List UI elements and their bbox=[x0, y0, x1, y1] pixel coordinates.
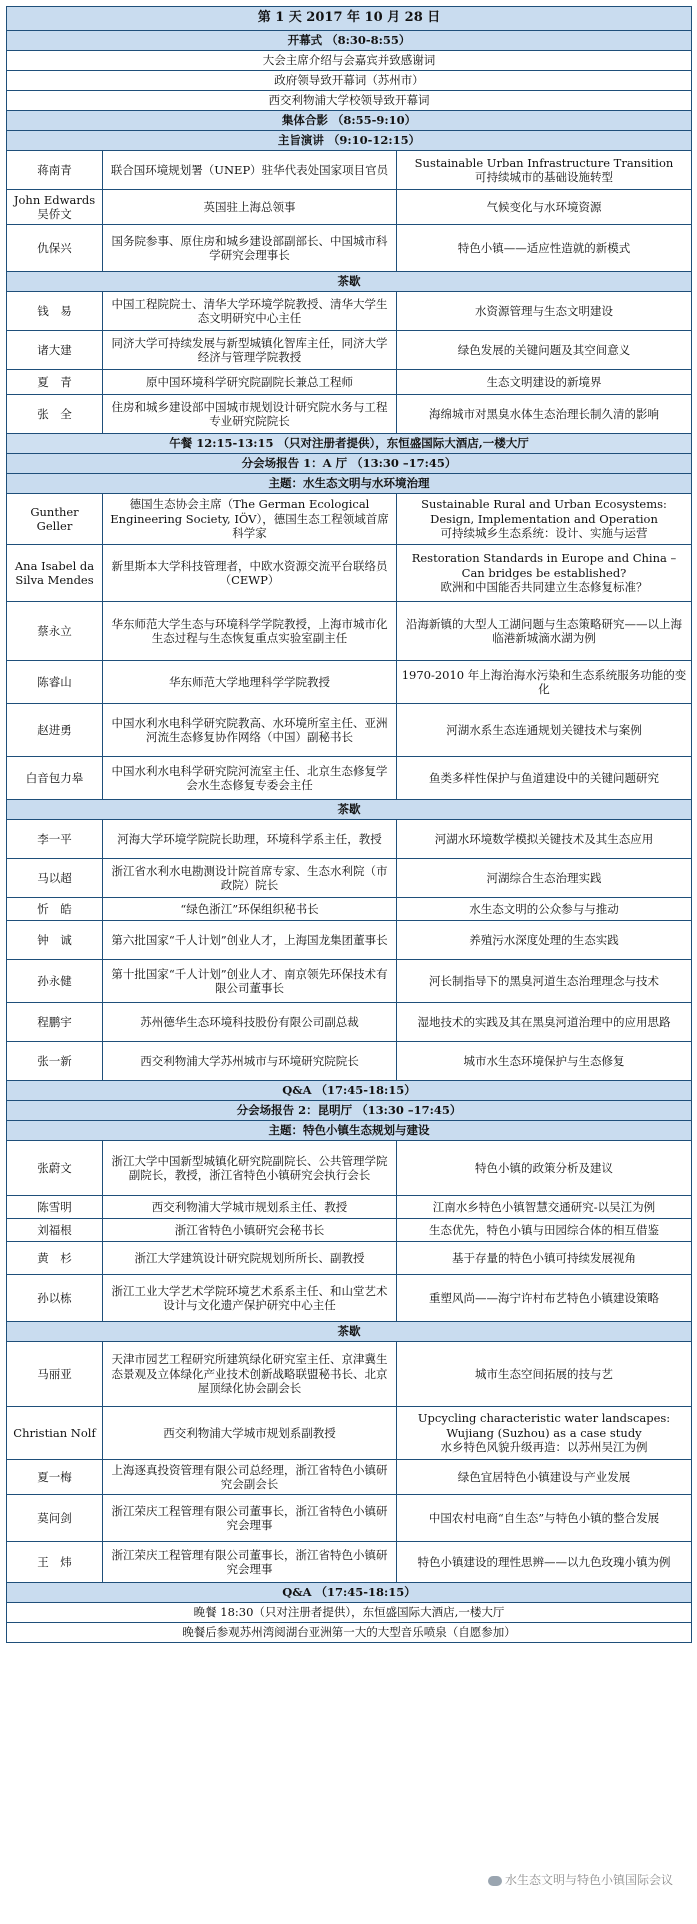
speaker-row bbox=[7, 602, 692, 661]
speaker-row bbox=[7, 1141, 692, 1196]
talk-topic: 特色小镇的政策分析及建议 bbox=[397, 1141, 692, 1196]
talk-topic: 湿地技术的实践及其在黑臭河道治理中的应用思路 bbox=[397, 1003, 692, 1042]
session-b-title-row bbox=[7, 1101, 692, 1121]
keynote-title-row bbox=[7, 131, 692, 151]
speaker-name: John Edwards 吴侨文 bbox=[7, 190, 103, 225]
speaker-name: 孙以栋 bbox=[7, 1275, 103, 1322]
speaker-affiliation: 浙江省水利水电勘测设计院首席专家、生态水利院（市政院）院长 bbox=[103, 859, 397, 898]
talk-topic: 河湖水环境数学模拟关键技术及其生态应用 bbox=[397, 820, 692, 859]
speaker-name: 仇保兴 bbox=[7, 225, 103, 272]
speaker-affiliation: 浙江省特色小镇研究会秘书长 bbox=[103, 1219, 397, 1242]
session-b-theme: 主题：特色小镇生态规划与建设 bbox=[7, 1121, 692, 1141]
speaker-affiliation: 西交利物浦大学城市规划系主任、教授 bbox=[103, 1196, 397, 1219]
speaker-row bbox=[7, 1407, 692, 1460]
group-photo-title: 集体合影 （8:55-9:10） bbox=[7, 111, 692, 131]
day-header-row bbox=[7, 7, 692, 31]
tea-break-row bbox=[7, 1322, 692, 1342]
speaker-row bbox=[7, 151, 692, 190]
talk-topic: 养殖污水深度处理的生态实践 bbox=[397, 921, 692, 960]
speaker-row bbox=[7, 1042, 692, 1081]
speaker-affiliation: 新里斯本大学科技管理者，中欧水资源交流平台联络员（CEWP） bbox=[103, 545, 397, 602]
talk-topic: 中国农村电商“自生态”与特色小镇的整合发展 bbox=[397, 1495, 692, 1542]
speaker-affiliation: 第十批国家“千人计划”创业人才、南京领先环保技术有限公司董事长 bbox=[103, 960, 397, 1003]
speaker-row bbox=[7, 331, 692, 370]
speaker-affiliation: 浙江大学中国新型城镇化研究院副院长、公共管理学院副院长，教授，浙江省特色小镇研究会执行会长 bbox=[103, 1141, 397, 1196]
speaker-name: 马以超 bbox=[7, 859, 103, 898]
speaker-name: 忻 皓 bbox=[7, 898, 103, 921]
talk-topic: 河湖水系生态连通规划关键技术与案例 bbox=[397, 704, 692, 757]
speaker-name: 蒋南青 bbox=[7, 151, 103, 190]
opening-item-row bbox=[7, 51, 692, 71]
tea-break: 茶歇 bbox=[7, 800, 692, 820]
speaker-affiliation: 浙江工业大学艺术学院环境艺术系系主任、和山堂艺术设计与文化遗产保护研究中心主任 bbox=[103, 1275, 397, 1322]
speaker-row bbox=[7, 757, 692, 800]
speaker-row bbox=[7, 190, 692, 225]
talk-topic: 特色小镇建设的理性思辨——以九色玫瑰小镇为例 bbox=[397, 1542, 692, 1583]
speaker-affiliation: 浙江荣庆工程管理有限公司董事长，浙江省特色小镇研究会理事 bbox=[103, 1495, 397, 1542]
speaker-name: 程鹏宇 bbox=[7, 1003, 103, 1042]
speaker-affiliation: 联合国环境规划署（UNEP）驻华代表处国家项目官员 bbox=[103, 151, 397, 190]
talk-topic: Sustainable Rural and Urban Ecosystems: Design, Implementation and Operation 可持续城乡生态系统：设计、实施与运营 bbox=[397, 494, 692, 545]
talk-topic: Upcycling characteristic water landscapes: Wujiang (Suzhou) as a case study 水乡特色风貌升级再造：以苏州吴江为例 bbox=[397, 1407, 692, 1460]
dinner-notice: 晚餐 18:30（只对注册者提供），东恒盛国际大酒店,一楼大厅 bbox=[7, 1603, 692, 1623]
talk-topic: 生态文明建设的新境界 bbox=[397, 370, 692, 395]
speaker-name: 张蔚文 bbox=[7, 1141, 103, 1196]
talk-topic: 气候变化与水环境资源 bbox=[397, 190, 692, 225]
speaker-affiliation: 浙江大学建筑设计研究院规划所所长、副教授 bbox=[103, 1242, 397, 1275]
session-a-title: 分会场报告 1：A 厅 （13:30 –17:45） bbox=[7, 454, 692, 474]
talk-topic: 城市生态空间拓展的技与艺 bbox=[397, 1342, 692, 1407]
talk-topic: 生态优先，特色小镇与田园综合体的相互借鉴 bbox=[397, 1219, 692, 1242]
speaker-row bbox=[7, 1275, 692, 1322]
talk-topic: 重塑风尚——海宁许村布艺特色小镇建设策略 bbox=[397, 1275, 692, 1322]
speaker-affiliation: 同济大学可持续发展与新型城镇化智库主任，同济大学经济与管理学院教授 bbox=[103, 331, 397, 370]
session-a-theme-row bbox=[7, 474, 692, 494]
wechat-icon bbox=[488, 1876, 502, 1886]
schedule-body bbox=[7, 7, 692, 1643]
tea-break: 茶歇 bbox=[7, 272, 692, 292]
speaker-row bbox=[7, 704, 692, 757]
speaker-name: 张一新 bbox=[7, 1042, 103, 1081]
opening-title: 开幕式 （8:30-8:55） bbox=[7, 31, 692, 51]
speaker-row bbox=[7, 960, 692, 1003]
talk-topic: 绿色发展的关键问题及其空间意义 bbox=[397, 331, 692, 370]
speaker-row bbox=[7, 1003, 692, 1042]
speaker-affiliation: 浙江荣庆工程管理有限公司董事长，浙江省特色小镇研究会理事 bbox=[103, 1542, 397, 1583]
talk-topic: 鱼类多样性保护与鱼道建设中的关键问题研究 bbox=[397, 757, 692, 800]
qa-title: Q&A （17:45-18:15） bbox=[7, 1081, 692, 1101]
talk-topic: 特色小镇——适应性造就的新模式 bbox=[397, 225, 692, 272]
speaker-row bbox=[7, 292, 692, 331]
speaker-row bbox=[7, 661, 692, 704]
talk-topic: Restoration Standards in Europe and China – Can bridges be established? 欧洲和中国能否共同建立生态修复标准？ bbox=[397, 545, 692, 602]
qa-title-row bbox=[7, 1583, 692, 1603]
speaker-name: 张 全 bbox=[7, 395, 103, 434]
speaker-name: 陈雪明 bbox=[7, 1196, 103, 1219]
speaker-name: 钱 易 bbox=[7, 292, 103, 331]
speaker-row bbox=[7, 1495, 692, 1542]
tea-break-row bbox=[7, 800, 692, 820]
session-a-title-row bbox=[7, 454, 692, 474]
speaker-name: 诸大建 bbox=[7, 331, 103, 370]
speaker-affiliation: 中国水利水电科学研究院河流室主任、北京生态修复学会水生态修复专委会主任 bbox=[103, 757, 397, 800]
speaker-name: 赵进勇 bbox=[7, 704, 103, 757]
speaker-row bbox=[7, 494, 692, 545]
speaker-name: Christian Nolf bbox=[7, 1407, 103, 1460]
opening-item-row bbox=[7, 71, 692, 91]
opening-item: 大会主席介绍与会嘉宾并致感谢词 bbox=[7, 51, 692, 71]
speaker-name: 钟 诚 bbox=[7, 921, 103, 960]
speaker-name: 黄 杉 bbox=[7, 1242, 103, 1275]
watermark bbox=[488, 1871, 673, 1888]
talk-topic: 城市水生态环境保护与生态修复 bbox=[397, 1042, 692, 1081]
speaker-row bbox=[7, 1242, 692, 1275]
talk-topic: 江南水乡特色小镇智慧交通研究-以吴江为例 bbox=[397, 1196, 692, 1219]
speaker-row bbox=[7, 395, 692, 434]
schedule-document bbox=[6, 6, 691, 1643]
talk-topic: 海绵城市对黑臭水体生态治理长制久清的影响 bbox=[397, 395, 692, 434]
opening-item-row bbox=[7, 91, 692, 111]
speaker-affiliation: 英国驻上海总领事 bbox=[103, 190, 397, 225]
tea-break: 茶歇 bbox=[7, 1322, 692, 1342]
speaker-name: 孙永健 bbox=[7, 960, 103, 1003]
speaker-row bbox=[7, 898, 692, 921]
speaker-affiliation: 苏州德华生态环境科技股份有限公司副总裁 bbox=[103, 1003, 397, 1042]
speaker-affiliation: 德国生态协会主席（The German Ecological Engineering Society, IÖV），德国生态工程领域首席科学家 bbox=[103, 494, 397, 545]
session-a-theme: 主题：水生态文明与水环境治理 bbox=[7, 474, 692, 494]
speaker-affiliation: 原中国环境科学研究院副院长兼总工程师 bbox=[103, 370, 397, 395]
speaker-affiliation: 中国水利水电科学研究院教高、水环境所室主任、亚洲河流生态修复协作网络（中国）副秘书长 bbox=[103, 704, 397, 757]
group-photo-title-row bbox=[7, 111, 692, 131]
speaker-affiliation: 第六批国家“千人计划”创业人才，上海国龙集团董事长 bbox=[103, 921, 397, 960]
speaker-row bbox=[7, 545, 692, 602]
talk-topic: Sustainable Urban Infrastructure Transition 可持续城市的基础设施转型 bbox=[397, 151, 692, 190]
speaker-row bbox=[7, 1196, 692, 1219]
opening-item: 西交利物浦大学校领导致开幕词 bbox=[7, 91, 692, 111]
schedule-table bbox=[6, 6, 692, 1643]
speaker-affiliation: 国务院参事、原住房和城乡建设部副部长、中国城市科学研究会理事长 bbox=[103, 225, 397, 272]
speaker-name: 莫问剑 bbox=[7, 1495, 103, 1542]
opening-title-row bbox=[7, 31, 692, 51]
speaker-affiliation: 住房和城乡建设部中国城市规划设计研究院水务与工程专业研究院院长 bbox=[103, 395, 397, 434]
speaker-affiliation: 西交利物浦大学城市规划系副教授 bbox=[103, 1407, 397, 1460]
speaker-affiliation: 上海逐真投资管理有限公司总经理，浙江省特色小镇研究会副会长 bbox=[103, 1460, 397, 1495]
speaker-row bbox=[7, 1542, 692, 1583]
speaker-row bbox=[7, 820, 692, 859]
speaker-name: 夏 青 bbox=[7, 370, 103, 395]
speaker-row bbox=[7, 1460, 692, 1495]
qa-title-row bbox=[7, 1081, 692, 1101]
speaker-affiliation: 华东师范大学地理科学学院教授 bbox=[103, 661, 397, 704]
speaker-affiliation: 华东师范大学生态与环境科学学院教授，上海市城市化生态过程与生态恢复重点实验室副主任 bbox=[103, 602, 397, 661]
talk-topic: 水生态文明的公众参与与推动 bbox=[397, 898, 692, 921]
opening-item: 政府领导致开幕词（苏州市） bbox=[7, 71, 692, 91]
session-b-title: 分会场报告 2：昆明厅 （13:30 –17:45） bbox=[7, 1101, 692, 1121]
speaker-row bbox=[7, 921, 692, 960]
speaker-affiliation: 中国工程院院士、清华大学环境学院教授、清华大学生态文明研究中心主任 bbox=[103, 292, 397, 331]
speaker-row bbox=[7, 1219, 692, 1242]
watermark-text: 水生态文明与特色小镇国际会议 bbox=[505, 1873, 674, 1887]
qa-title: Q&A （17:45-18:15） bbox=[7, 1583, 692, 1603]
speaker-name: 马丽亚 bbox=[7, 1342, 103, 1407]
speaker-affiliation: “绿色浙江”环保组织秘书长 bbox=[103, 898, 397, 921]
tea-break-row bbox=[7, 272, 692, 292]
talk-topic: 河长制指导下的黑臭河道生态治理理念与技术 bbox=[397, 960, 692, 1003]
speaker-name: 王 炜 bbox=[7, 1542, 103, 1583]
evening-notice: 晚餐后参观苏州湾阅湖台亚洲第一大的大型音乐喷泉（自愿参加） bbox=[7, 1623, 692, 1643]
session-b-theme-row bbox=[7, 1121, 692, 1141]
talk-topic: 1970-2010 年上海治海水污染和生态系统服务功能的变化 bbox=[397, 661, 692, 704]
speaker-row bbox=[7, 1342, 692, 1407]
speaker-name: 白音包力皋 bbox=[7, 757, 103, 800]
speaker-name: Gunther Geller bbox=[7, 494, 103, 545]
keynote-title: 主旨演讲 （9:10-12:15） bbox=[7, 131, 692, 151]
speaker-name: Ana Isabel da Silva Mendes bbox=[7, 545, 103, 602]
speaker-row bbox=[7, 370, 692, 395]
talk-topic: 绿色宜居特色小镇建设与产业发展 bbox=[397, 1460, 692, 1495]
speaker-name: 蔡永立 bbox=[7, 602, 103, 661]
lunch-notice: 午餐 12:15-13:15 （只对注册者提供），东恒盛国际大酒店,一楼大厅 bbox=[7, 434, 692, 454]
speaker-affiliation: 天津市园艺工程研究所建筑绿化研究室主任、京津冀生态景观及立体绿化产业技术创新战略联盟秘书长、北京屋顶绿化协会副会长 bbox=[103, 1342, 397, 1407]
speaker-row bbox=[7, 859, 692, 898]
speaker-name: 夏一梅 bbox=[7, 1460, 103, 1495]
speaker-row bbox=[7, 225, 692, 272]
day-header: 第 1 天 2017 年 10 月 28 日 bbox=[7, 7, 692, 31]
dinner-notice-row bbox=[7, 1603, 692, 1623]
talk-topic: 河湖综合生态治理实践 bbox=[397, 859, 692, 898]
talk-topic: 基于存量的特色小镇可持续发展视角 bbox=[397, 1242, 692, 1275]
talk-topic: 水资源管理与生态文明建设 bbox=[397, 292, 692, 331]
speaker-affiliation: 河海大学环境学院院长助理，环境科学系主任，教授 bbox=[103, 820, 397, 859]
speaker-affiliation: 西交利物浦大学苏州城市与环境研究院院长 bbox=[103, 1042, 397, 1081]
evening-notice-row bbox=[7, 1623, 692, 1643]
lunch-notice-row bbox=[7, 434, 692, 454]
talk-topic: 沿海新镇的大型人工湖问题与生态策略研究——以上海临港新城滴水湖为例 bbox=[397, 602, 692, 661]
speaker-name: 刘福根 bbox=[7, 1219, 103, 1242]
speaker-name: 李一平 bbox=[7, 820, 103, 859]
speaker-name: 陈睿山 bbox=[7, 661, 103, 704]
